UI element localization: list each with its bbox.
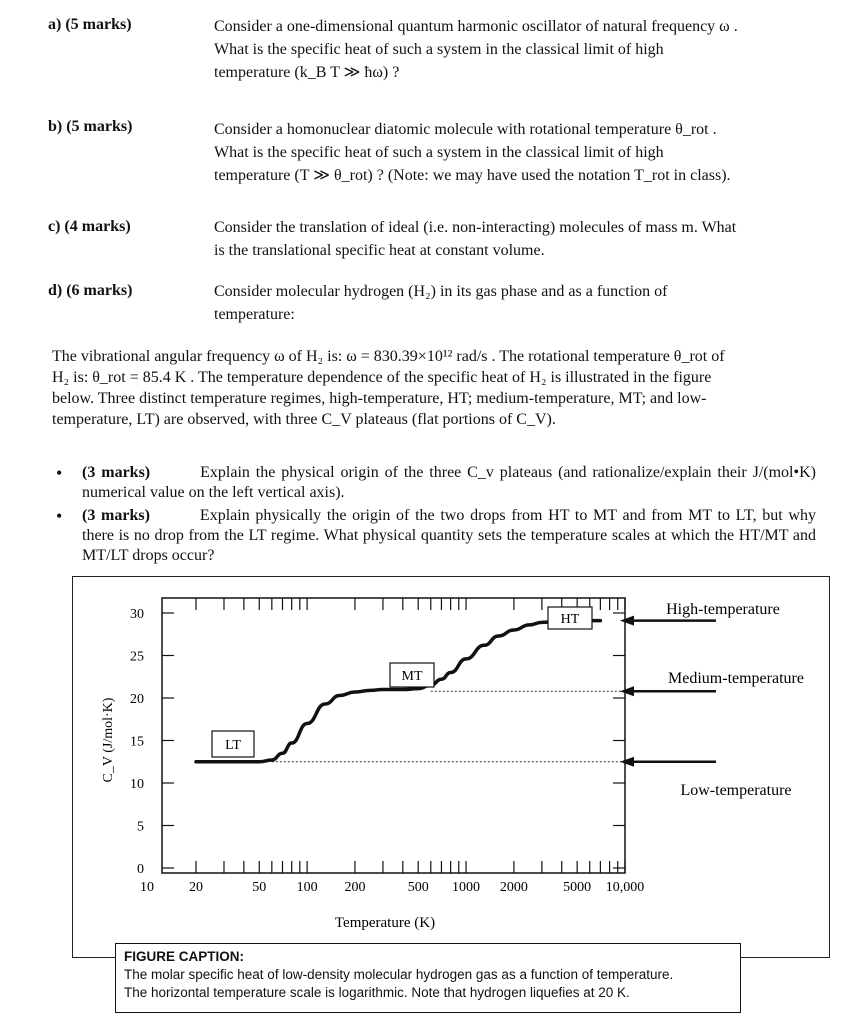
y-tick-label: 10 <box>130 777 144 792</box>
annotation-label: Medium-temperature <box>668 670 804 687</box>
y-axis-label: C_V (J/mol·K) <box>101 697 116 783</box>
x-tick-label: 200 <box>344 880 366 895</box>
figure-caption <box>115 943 741 1013</box>
question-b-label: b) (5 marks) <box>48 118 133 135</box>
x-tick-label: 10,000 <box>605 880 645 895</box>
hydrogen-data-paragraph: The vibrational angular frequency ω of H₂ is: ω = 830.39×10¹² rad/s . The rotational temperature θ_rot of H₂ is: θ_rot = 85.4 K . The temperature dependence of the specific heat of H₂ is illustrated in the figure below. Three distinct temperature regimes, high-temperature, HT; medium-temperature, MT; and low- temperature, LT) are observed, with three C_V plateaus (flat portions of C_V). <box>52 348 725 428</box>
bullet-dot: • <box>56 463 63 483</box>
y-tick-label: 20 <box>130 692 144 707</box>
y-tick-label: 0 <box>137 862 144 877</box>
y-tick-label: 30 <box>130 607 144 622</box>
regime-label: HT <box>560 612 580 627</box>
bullet-dot: • <box>56 506 63 526</box>
x-axis-label: Temperature (K) <box>334 915 436 931</box>
question-d-label: d) (6 marks) <box>48 282 133 299</box>
question-d-text: Consider molecular hydrogen (H₂) in its gas phase and as a function of temperature: <box>214 283 668 323</box>
question-c-text: Consider the translation of ideal (i.e. non-interacting) molecules of mass m. What is the translational specific heat at constant volume. <box>214 219 737 259</box>
x-tick-label: 5000 <box>563 880 592 895</box>
x-tick-label: 500 <box>407 880 429 895</box>
annotation-arrowhead <box>620 616 634 626</box>
x-tick-label: 10 <box>140 880 154 895</box>
regime-label: MT <box>401 669 423 684</box>
annotation-label: Low-temperature <box>680 782 792 799</box>
question-a-text: Consider a one-dimensional quantum harmonic oscillator of natural frequency ω . What is the specific heat of such a system in the classical limit of high temperature (k_B T ≫ ħω) ? <box>214 18 738 81</box>
annotation-arrowhead <box>620 757 634 767</box>
y-tick-label: 15 <box>130 734 144 750</box>
x-tick-label: 2000 <box>499 880 528 895</box>
annotation-arrowhead <box>620 686 634 696</box>
question-b-text: Consider a homonuclear diatomic molecule with rotational temperature θ_rot . What is the specific heat of such a system in the classical limit of high temperature (T ≫ θ_rot) ? (Note: we may have used the notation T_rot in class). <box>214 121 731 184</box>
x-tick-label: 50 <box>252 880 267 895</box>
annotation-label: High-temperature <box>666 601 780 618</box>
question-c-label: c) (4 marks) <box>48 218 131 235</box>
x-tick-label: 1000 <box>452 880 481 895</box>
caption-line: The molar specific heat of low-density molecular hydrogen gas as a function of temperature. <box>124 967 674 982</box>
caption-title: FIGURE CAPTION: <box>124 949 244 964</box>
bullet-marks: (3 marks) <box>82 507 150 524</box>
bullet-text: Explain physically the origin of the two drops from HT to MT and from MT to LT, but why there is no drop from the LT regime. What physical quantity sets the temperature scales at which the HT/MT and MT/LT drops occur? <box>82 507 816 564</box>
x-tick-label: 20 <box>189 880 203 895</box>
bullet-marks: (3 marks) <box>82 464 151 481</box>
y-tick-label: 5 <box>137 819 144 835</box>
caption-line: The horizontal temperature scale is logarithmic. Note that hydrogen liquefies at 20 K. <box>124 985 630 1000</box>
bullet-text: Explain the physical origin of the three C_v plateaus (and rationalize/explain their J/(mol•K) numerical value on the left vertical axis). <box>82 464 816 501</box>
x-tick-label: 100 <box>296 880 318 895</box>
question-a-label: a) (5 marks) <box>48 16 132 33</box>
y-tick-label: 25 <box>130 649 144 665</box>
regime-label: LT <box>225 738 241 753</box>
